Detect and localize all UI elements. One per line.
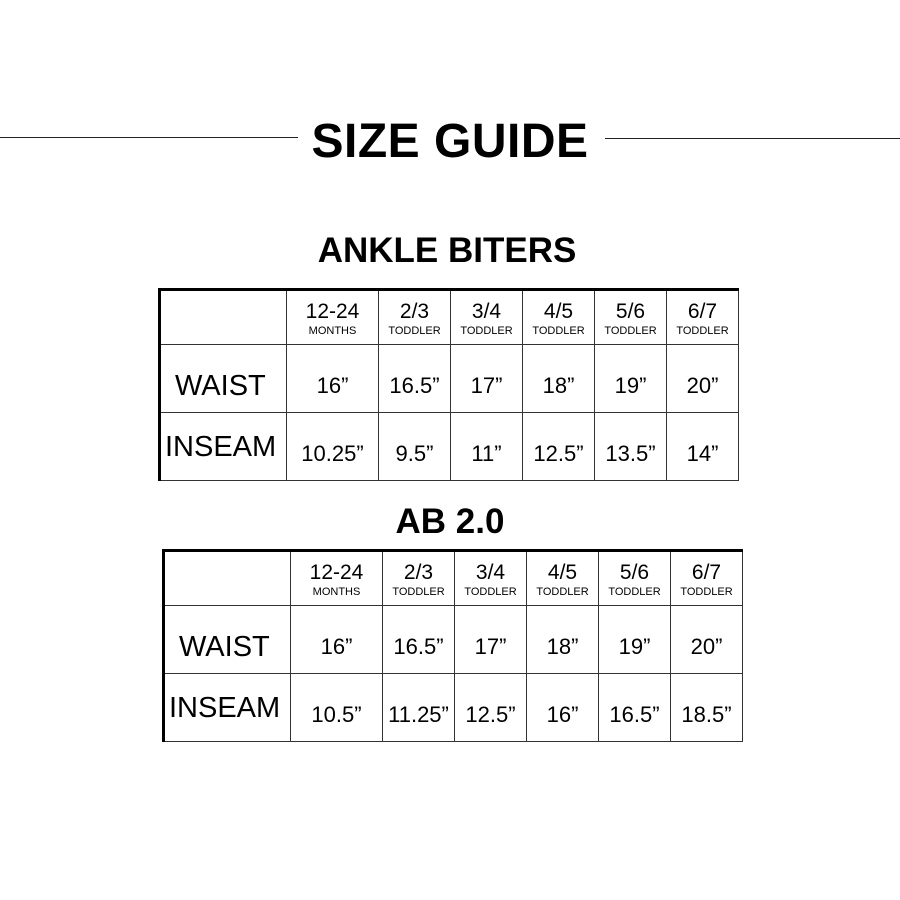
size-header-cell	[291, 551, 383, 606]
size-label: 4/5	[547, 560, 578, 584]
size-header-row	[164, 551, 743, 606]
ankle-biters-title: ANKLE BITERS	[317, 231, 577, 270]
measurement-cell: 18.5”	[671, 674, 743, 742]
measurement-cell: 11.25”	[383, 674, 455, 742]
measurement-cell: 16”	[287, 345, 379, 413]
measurement-cell: 16.5”	[379, 345, 451, 413]
size-header-row	[160, 290, 739, 345]
row-label: WAIST	[160, 345, 287, 413]
size-label: 5/6	[619, 560, 650, 584]
measurement-cell: 9.5”	[379, 413, 451, 481]
measurement-cell: 12.5”	[523, 413, 595, 481]
header-corner-cell	[164, 551, 291, 606]
title-rule-right	[605, 138, 900, 139]
measurement-cell: 18”	[523, 345, 595, 413]
measurement-cell: 19”	[595, 345, 667, 413]
measurement-cell: 11”	[451, 413, 523, 481]
measurement-cell: 13.5”	[595, 413, 667, 481]
size-sublabel: TODDLER	[388, 324, 441, 337]
size-label: 2/3	[403, 560, 434, 584]
size-header-cell	[599, 551, 671, 606]
size-sublabel: TODDLER	[464, 585, 517, 598]
measurement-cell: 16.5”	[383, 606, 455, 674]
measurement-cell: 16”	[291, 606, 383, 674]
measurement-cell: 10.5”	[291, 674, 383, 742]
ab-2-table	[162, 549, 743, 742]
measurement-cell: 20”	[667, 345, 739, 413]
size-sublabel: TODDLER	[680, 585, 733, 598]
size-header-cell	[671, 551, 743, 606]
table-row	[160, 345, 739, 413]
row-label: INSEAM	[160, 413, 287, 481]
size-label: 3/4	[471, 299, 502, 323]
measurement-cell: 16”	[527, 674, 599, 742]
measurement-cell: 17”	[455, 606, 527, 674]
ab-2-title: AB 2.0	[395, 502, 505, 541]
size-header-cell	[667, 290, 739, 345]
size-header-cell	[455, 551, 527, 606]
size-label: 4/5	[543, 299, 574, 323]
table-row	[164, 674, 743, 742]
measurement-cell: 17”	[451, 345, 523, 413]
size-header-cell	[527, 551, 599, 606]
size-header-cell	[379, 290, 451, 345]
table-row	[160, 413, 739, 481]
header-corner-cell	[160, 290, 287, 345]
size-label: 12-24	[309, 560, 364, 584]
size-header-cell	[451, 290, 523, 345]
size-sublabel: TODDLER	[392, 585, 445, 598]
row-label: WAIST	[164, 606, 291, 674]
ankle-biters-table	[158, 288, 739, 481]
size-label: 3/4	[475, 560, 506, 584]
size-header-cell	[523, 290, 595, 345]
size-header-cell	[595, 290, 667, 345]
size-header-cell	[383, 551, 455, 606]
size-label: 2/3	[399, 299, 430, 323]
size-label: 5/6	[615, 299, 646, 323]
measurement-cell: 12.5”	[455, 674, 527, 742]
size-header-cell	[287, 290, 379, 345]
size-sublabel: MONTHS	[308, 324, 357, 337]
measurement-cell: 19”	[599, 606, 671, 674]
size-sublabel: TODDLER	[536, 585, 589, 598]
size-sublabel: TODDLER	[676, 324, 729, 337]
size-sublabel: TODDLER	[608, 585, 661, 598]
size-label: 12-24	[305, 299, 360, 323]
page-title: SIZE GUIDE	[311, 115, 589, 168]
measurement-cell: 18”	[527, 606, 599, 674]
size-label: 6/7	[691, 560, 722, 584]
row-label: INSEAM	[164, 674, 291, 742]
size-sublabel: MONTHS	[312, 585, 361, 598]
measurement-cell: 14”	[667, 413, 739, 481]
size-sublabel: TODDLER	[604, 324, 657, 337]
table-row	[164, 606, 743, 674]
size-label: 6/7	[687, 299, 718, 323]
measurement-cell: 16.5”	[599, 674, 671, 742]
size-sublabel: TODDLER	[460, 324, 513, 337]
measurement-cell: 10.25”	[287, 413, 379, 481]
measurement-cell: 20”	[671, 606, 743, 674]
size-sublabel: TODDLER	[532, 324, 585, 337]
